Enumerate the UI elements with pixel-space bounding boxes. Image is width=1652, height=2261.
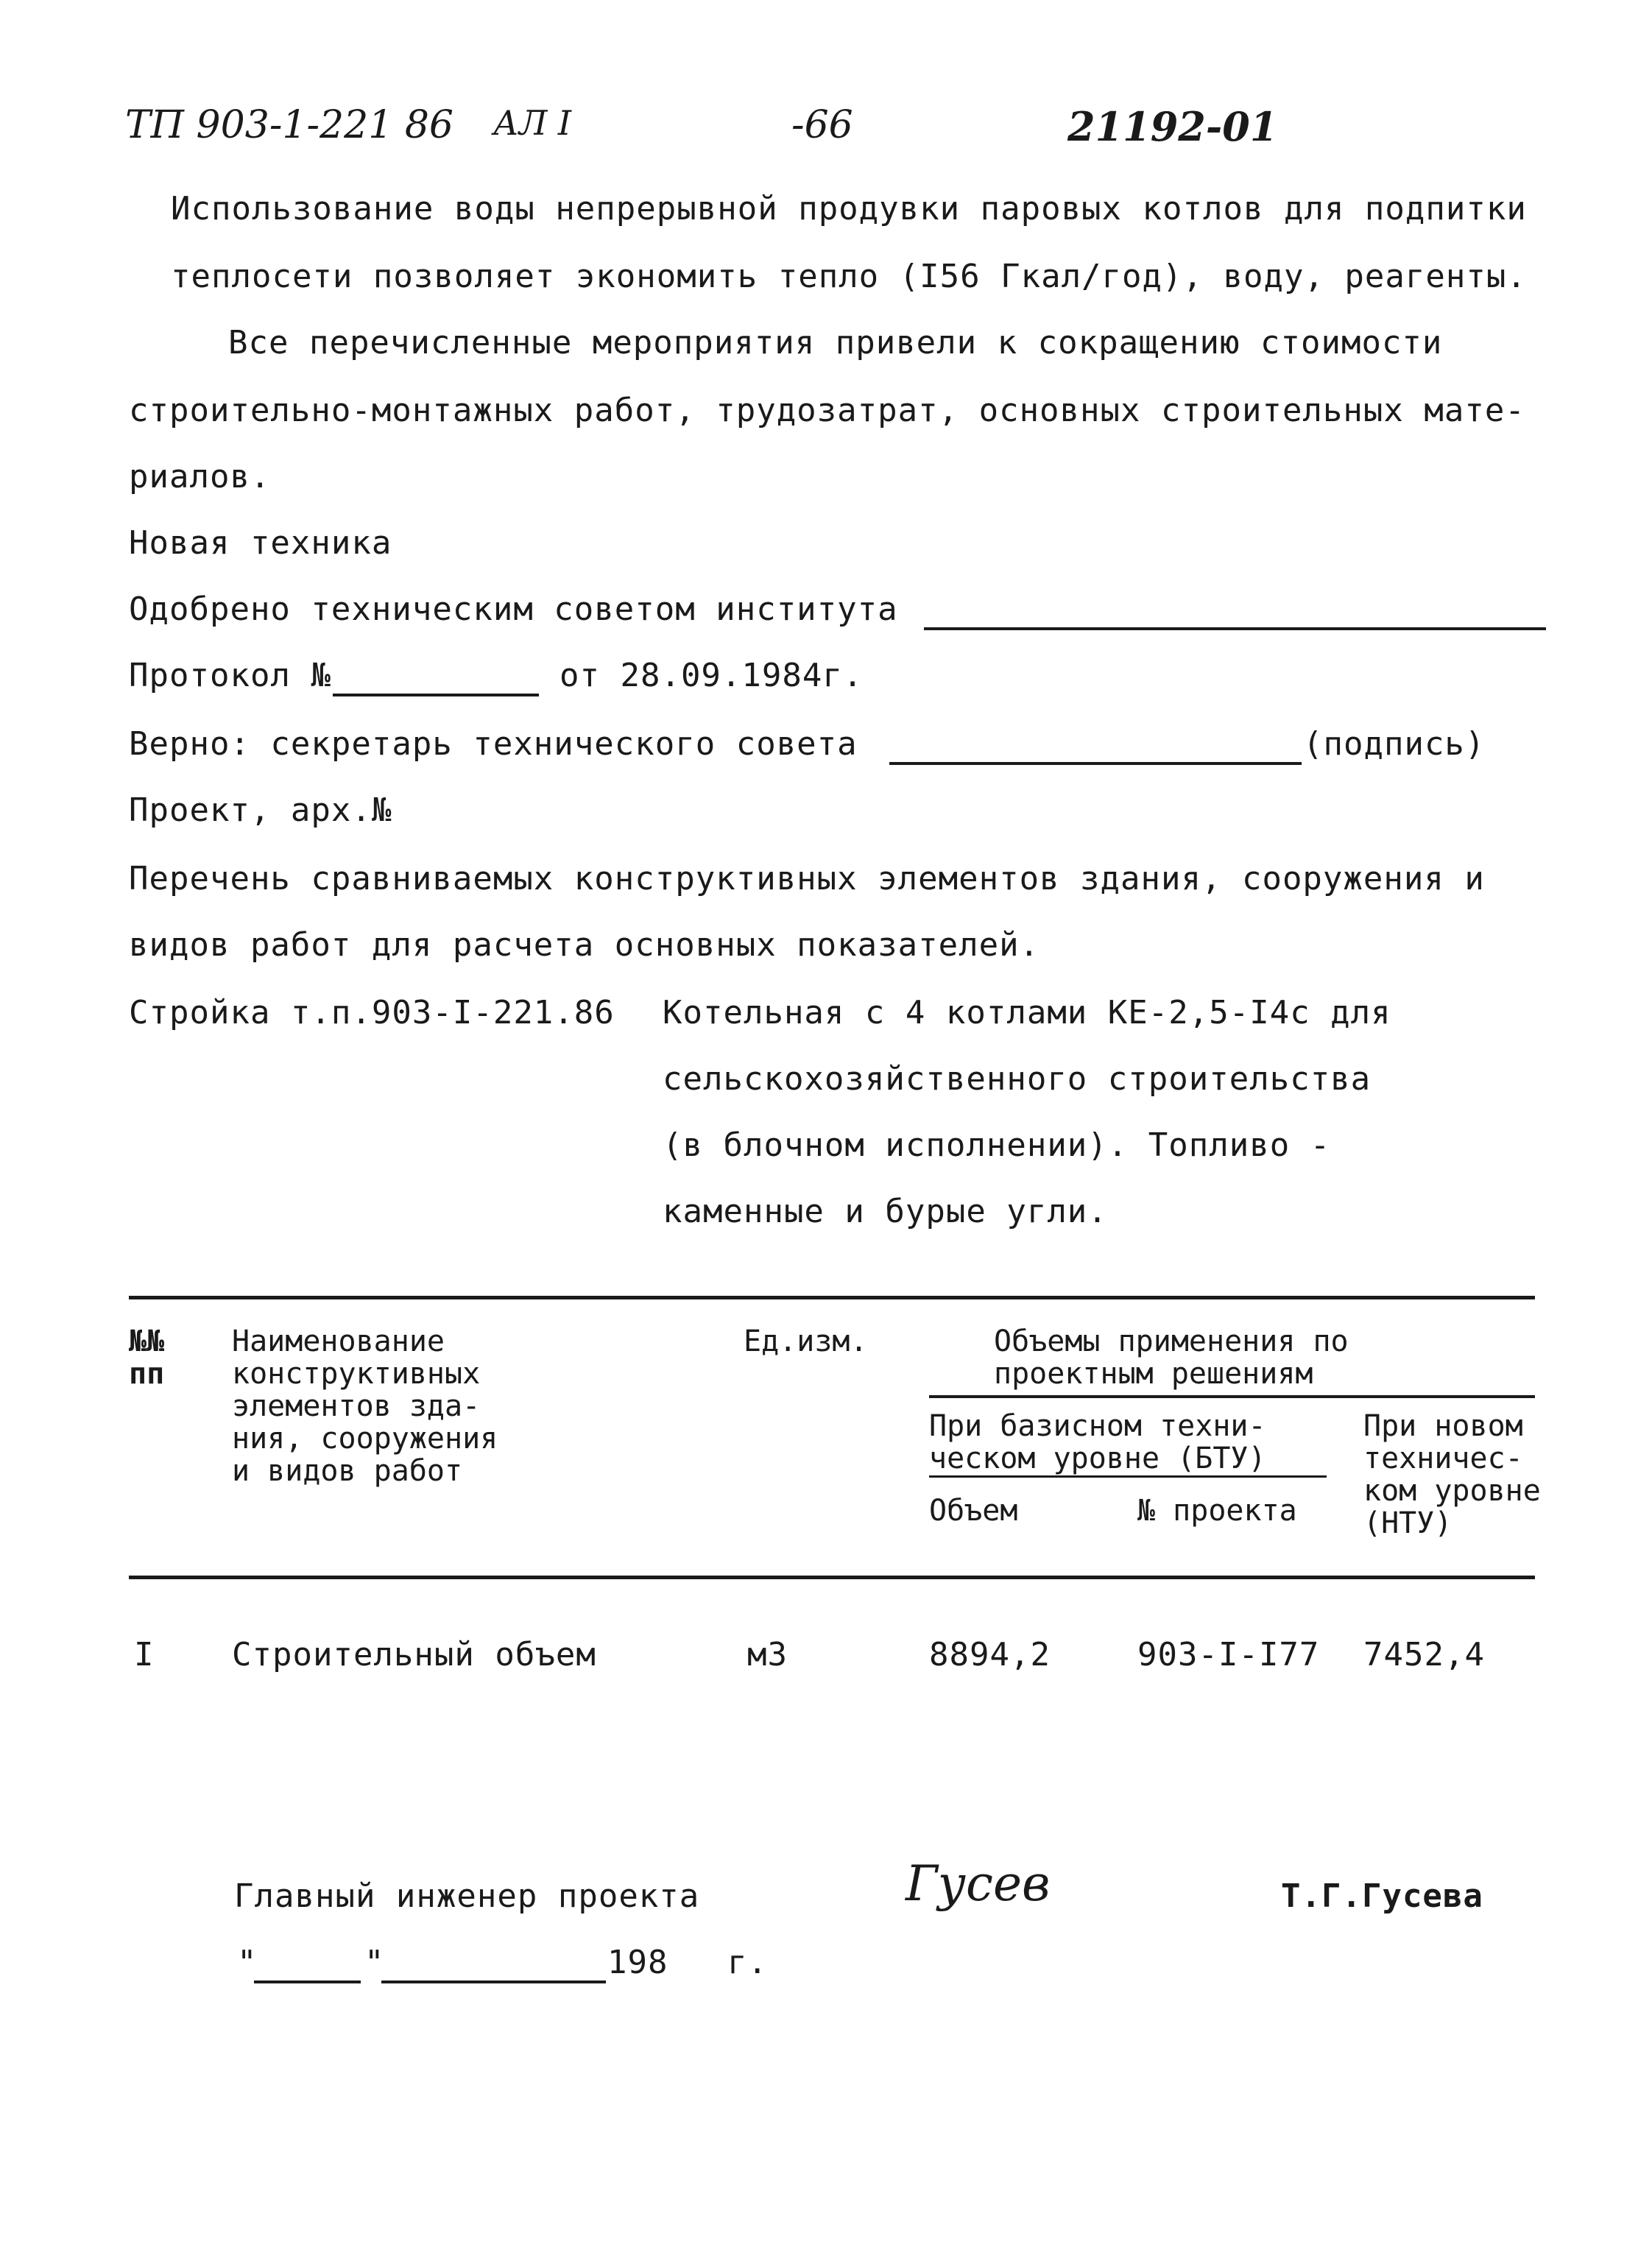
header-volumes-rule (929, 1395, 1535, 1398)
signature: Гусев (906, 1855, 1051, 1912)
header-btu-project: № проекта (1137, 1494, 1297, 1528)
construction-desc-line-4: каменные и бурые угли. (663, 1193, 1108, 1230)
date-open-quote: " (237, 1944, 258, 1981)
intro-line-1: Использование воды непрерывной продувки паровых котлов для подпитки (171, 190, 1527, 227)
intro-line-2: теплосети позволяет экономить тепло (I56 Гкал/год), воду, реагенты. (171, 258, 1527, 295)
album-code: АЛ I (493, 103, 572, 143)
row-num: I (134, 1636, 155, 1673)
header-unit: Ед.изм. (744, 1324, 868, 1358)
table-top-rule (129, 1296, 1535, 1299)
header-btu-rule (929, 1475, 1327, 1478)
header-name: Наименование конструктивных элементов зда- ния, сооружения и видов работ (232, 1324, 498, 1488)
section-title: Новая техника (129, 524, 392, 562)
construction-desc-line-3: (в блочном исполнении). Топливо - (663, 1126, 1331, 1164)
protocol-number-blank (333, 694, 539, 696)
header-ntu: При новом техничес- ком уровне (НТУ) (1363, 1409, 1541, 1540)
row-name: Строительный объем (232, 1636, 596, 1673)
date-year: 198 (607, 1944, 668, 1981)
header-btu-volume: Объем (929, 1494, 1018, 1528)
list-intro-line-2: видов работ для расчета основных показателей. (129, 926, 1040, 964)
certified-label: Верно: секретарь технического совета (129, 725, 858, 763)
document-code: ТП 903-1-221 86 (125, 103, 453, 147)
protocol-label: Протокол № (129, 657, 331, 694)
intro-line-4: строительно-монтажных работ, трудозатрат, основных строительных мате- (129, 392, 1525, 429)
signature-blank (889, 762, 1302, 765)
approved-blank (924, 627, 1546, 630)
row-btu-volume: 8894,2 (929, 1636, 1051, 1673)
construction-label: Стройка т.п.903-I-221.86 (129, 994, 615, 1031)
page-number: -66 (791, 103, 853, 147)
engineer-name: Т.Г.Гусева (1281, 1877, 1483, 1915)
chief-engineer-label: Главный инженер проекта (234, 1877, 700, 1915)
row-ntu-volume: 7452,4 (1363, 1636, 1485, 1673)
intro-line-5: риалов. (129, 458, 271, 495)
header-btu: При базисном техни- ческом уровне (БТУ) (929, 1409, 1266, 1475)
protocol-date: от 28.09.1984г. (560, 657, 864, 694)
date-month-blank (381, 1980, 606, 1983)
header-num: №№ пп (129, 1324, 165, 1391)
table-header-rule (129, 1576, 1535, 1579)
date-close-quote: " (364, 1944, 385, 1981)
construction-desc-line-2: сельскохозяйственного строительства (663, 1060, 1372, 1098)
date-year-suffix: г. (727, 1944, 768, 1981)
approved-label: Одобрено техническим советом института (129, 590, 898, 628)
list-intro-line-1: Перечень сравниваемых конструктивных элементов здания, сооружения и (129, 860, 1485, 897)
intro-line-3: Все перечисленные мероприятия привели к сокращению стоимости (228, 324, 1443, 361)
signature-label: (подпись) (1303, 725, 1486, 763)
header-volumes: Объемы применения по проектным решениям (994, 1324, 1349, 1391)
row-btu-project: 903-I-I77 (1137, 1636, 1320, 1673)
row-unit: м3 (747, 1636, 788, 1673)
construction-desc-line-1: Котельная с 4 котлами КЕ-2,5-I4с для (663, 994, 1391, 1031)
date-day-blank (254, 1980, 361, 1983)
inventory-number: 21192-01 (1067, 103, 1278, 150)
project-label: Проект, арх.№ (129, 791, 392, 829)
